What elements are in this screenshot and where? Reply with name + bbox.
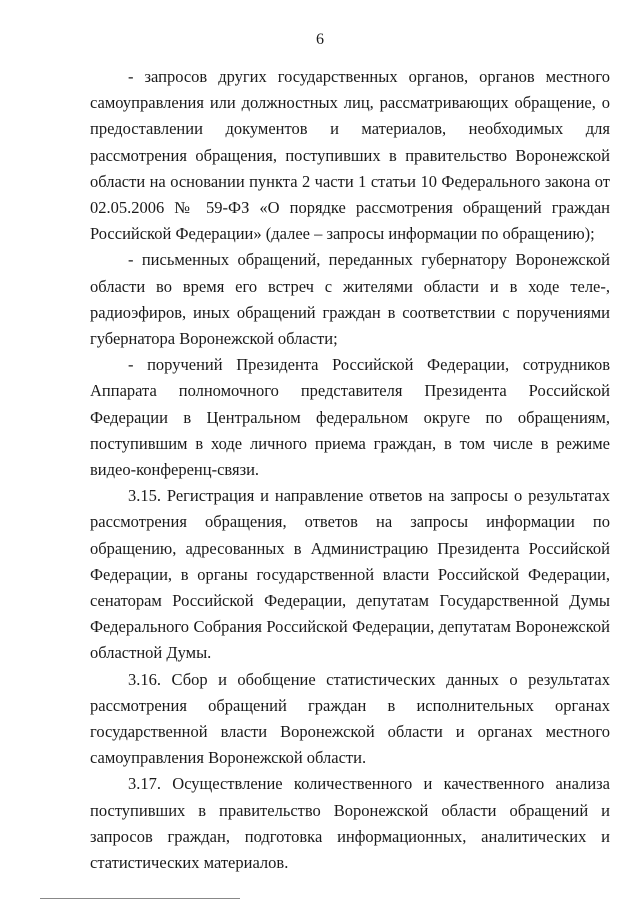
paragraph-governor-appeals: - письменных обращений, переданных губернатору Воронежской области во время его встреч с жителями области и в ходе теле-, радиоэфиров, иных обращений граждан в соответствии с поручениями губернатора Воронежской области;: [90, 250, 610, 349]
page-number: 6: [316, 31, 324, 48]
paragraph-requests-other-bodies: - запросов других государственных органов, органов местного самоуправления или должностных лиц, рассматривающих обращение, о предоставлении документов и материалов, необходимых для рассмотрения обращения, поступивших в правительство Воронежской области на основании пункта 2 части 1 статьи 10 Федерального закона от 02.05.2006 № 59-ФЗ «О порядке рассмотрения обращений граждан Российской Федерации» (далее – запросы информации по обращению);: [90, 67, 610, 244]
paragraph-president-instructions: - поручений Президента Российской Федерации, сотрудников Аппарата полномочного представителя Президента Российской Федерации в Центральном федеральном округе по обращениям, поступившим в ходе личного приема граждан, в том числе в режиме видео-конференц-связи.: [90, 355, 610, 480]
paragraph-3-15: 3.15. Регистрация и направление ответов на запросы о результатах рассмотрения обращения, ответов на запросы информации по обращению, адресованных в Администрацию Президента Российской Федерации, в органы государственной власти Российской Федерации, сенаторам Российской Федерации, депутатам Государственной Думы Федерального Собрания Российской Федерации, депутатам Воронежской областной Думы.: [90, 486, 610, 663]
document-body: [90, 64, 610, 876]
footer-divider: [40, 898, 240, 899]
paragraph-3-16: 3.16. Сбор и обобщение статистических данных о результатах рассмотрения обращений граждан в исполнительных органах государственной власти Воронежской области и органах местного самоуправления Воронежской области.: [90, 669, 610, 768]
paragraph-3-17: 3.17. Осуществление количественного и качественного анализа поступивших в правительство Воронежской области обращений и запросов граждан, подготовка информационных, аналитических и статистических материалов.: [90, 774, 610, 873]
